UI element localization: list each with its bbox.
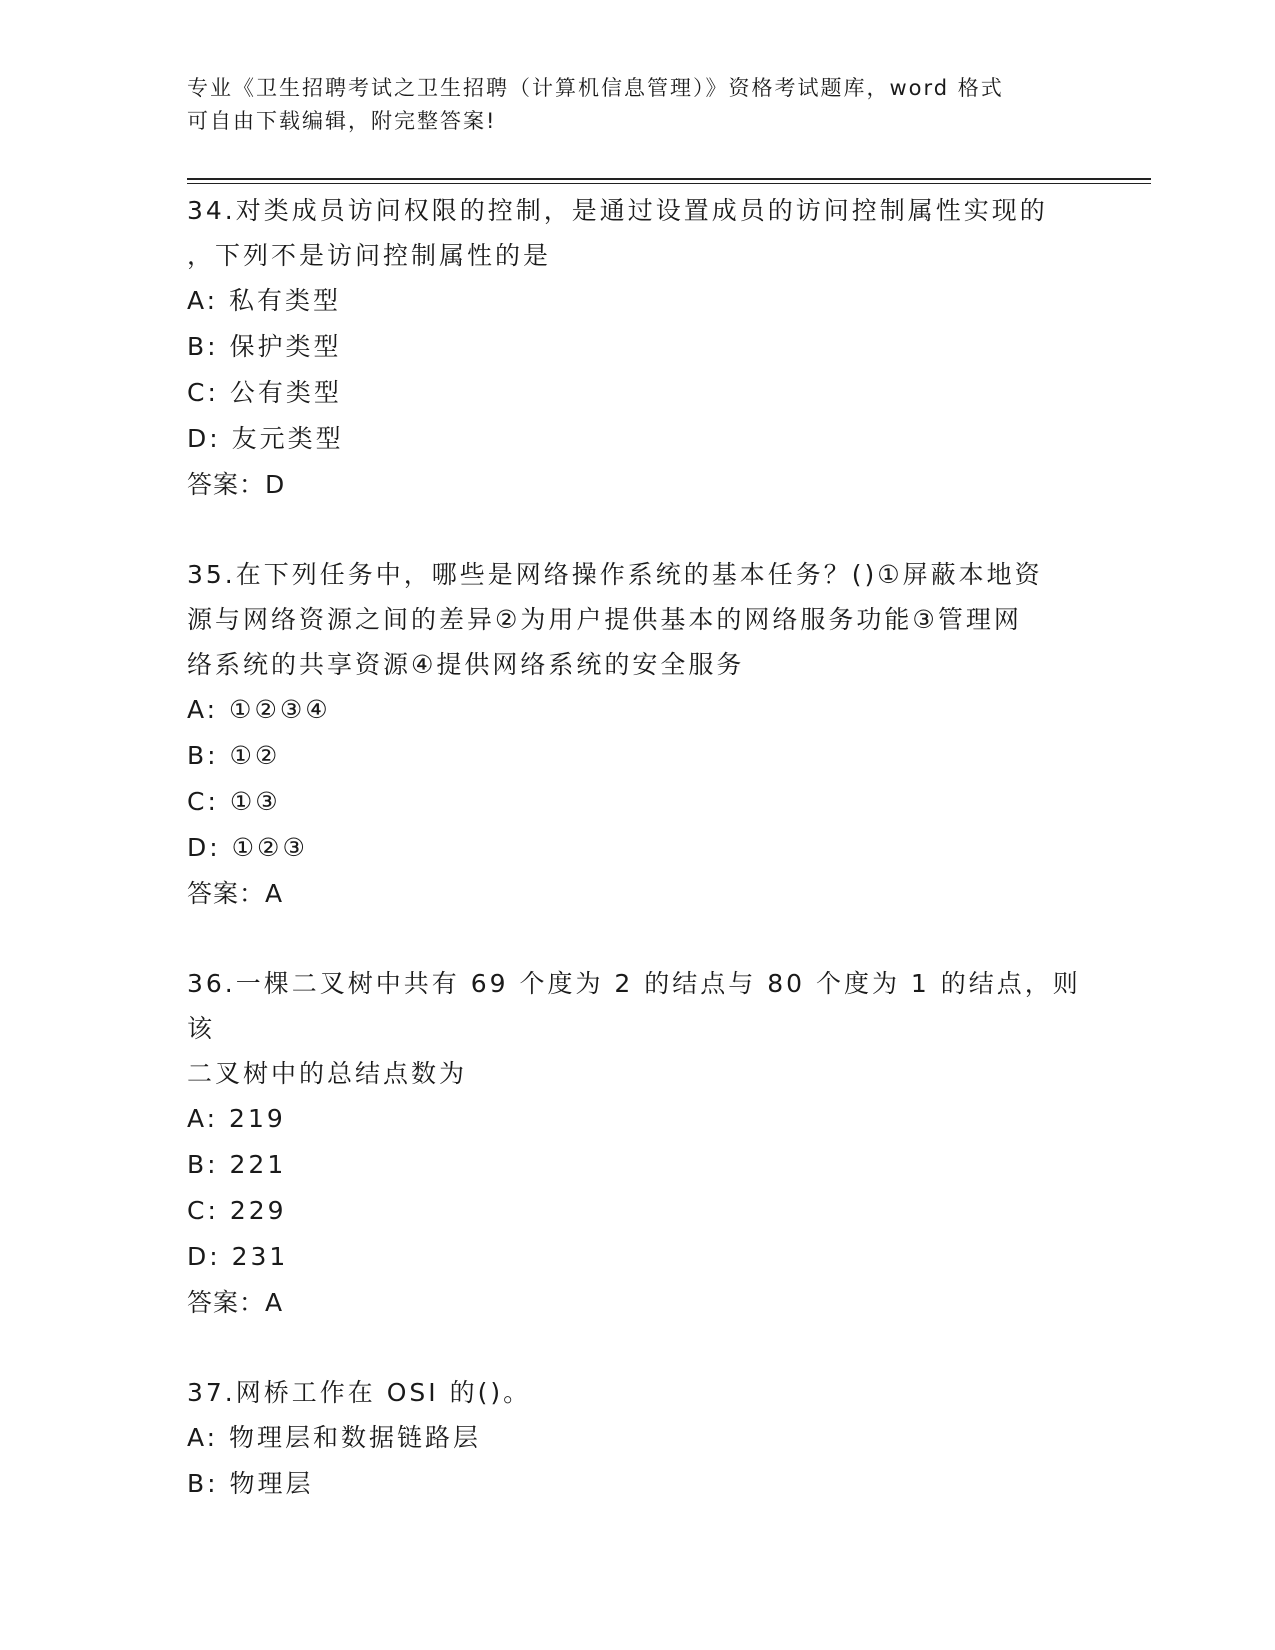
option-a: A: 219: [187, 1104, 286, 1133]
option-b: B: 物理层: [187, 1469, 314, 1498]
question-34: [187, 188, 1087, 508]
header-line-1: 专业《卫生招聘考试之卫生招聘（计算机信息管理）》资格考试题库，word 格式: [187, 76, 1004, 100]
option-c: C: ①③: [187, 787, 281, 816]
question-stem-line: 34.对类成员访问权限的控制，是通过设置成员的访问控制属性实现的: [187, 196, 1048, 225]
option-b: B: ①②: [187, 741, 281, 770]
question-spacer: [187, 917, 1087, 961]
header-divider-thick: [187, 178, 1151, 180]
option-d: D: 231: [187, 1242, 289, 1271]
question-stem-line: 37.网桥工作在 OSI 的()。: [187, 1378, 532, 1407]
option-b: B: 保护类型: [187, 332, 342, 361]
answer: 答案：A: [187, 879, 284, 908]
question-stem-line: 35.在下列任务中，哪些是网络操作系统的基本任务？()①屏蔽本地资: [187, 560, 1043, 589]
question-36: [187, 961, 1087, 1326]
answer: 答案：A: [187, 1288, 284, 1317]
question-stem-line: ，下列不是访问控制属性的是: [187, 241, 552, 270]
option-a: A: ①②③④: [187, 695, 331, 724]
option-a: A: 私有类型: [187, 286, 342, 315]
question-spacer: [187, 1326, 1087, 1370]
header-divider-thin: [187, 183, 1151, 184]
option-d: D: 友元类型: [187, 424, 344, 453]
option-b: B: 221: [187, 1150, 287, 1179]
question-spacer: [187, 508, 1087, 552]
question-list: [187, 188, 1087, 1507]
question-stem-line: 络系统的共享资源④提供网络系统的安全服务: [187, 650, 745, 679]
question-37: [187, 1370, 1087, 1507]
option-a: A: 物理层和数据链路层: [187, 1423, 482, 1452]
document-header: [187, 72, 1067, 138]
answer: 答案：D: [187, 470, 286, 499]
question-35: [187, 552, 1087, 917]
option-c: C: 公有类型: [187, 378, 342, 407]
question-stem-line: 源与网络资源之间的差异②为用户提供基本的网络服务功能③管理网: [187, 605, 1022, 634]
option-d: D: ①②③: [187, 833, 308, 862]
question-stem-line: 二叉树中的总结点数为: [187, 1059, 468, 1088]
question-stem-line: 36.一棵二叉树中共有 69 个度为 2 的结点与 80 个度为 1 的结点，则该: [187, 969, 1081, 1043]
option-c: C: 229: [187, 1196, 287, 1225]
header-line-2: 可自由下载编辑，附完整答案!: [187, 109, 497, 133]
